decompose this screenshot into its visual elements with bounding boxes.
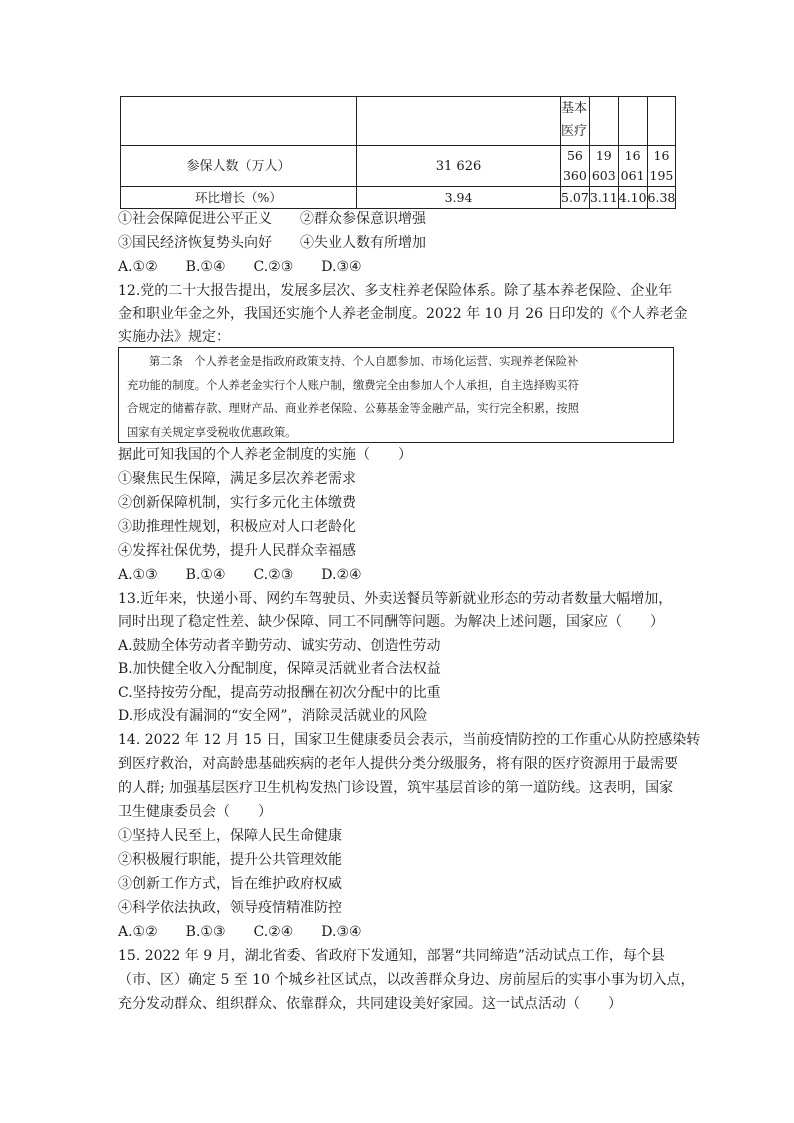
q14-stem: 卫生健康委员会（ ） — [118, 804, 272, 820]
q12-option: ②创新保障机制，实行多元化主体缴费 — [118, 495, 356, 511]
table-cell-sub: 19 603 — [589, 146, 618, 187]
table-row — [121, 187, 676, 209]
q14-stem: 的人群; 加强基层医疗卫生机构发热门诊设置，筑牢基层首诊的第一道防线。这表明，国家 — [118, 780, 674, 796]
table-cell-sub: 3.11 — [589, 187, 618, 209]
table-cell-sub: 16 061 — [618, 146, 647, 187]
q12-option: ①聚焦民生保障，满足多层次养老需求 — [118, 471, 356, 487]
table-cell-total: 3.94 — [357, 187, 561, 209]
table-cell-total: 31 626 — [357, 146, 561, 187]
table-header-row — [121, 97, 676, 146]
q14-stem: 14. 2022 年 12 月 15 日，国家卫生健康委员会表示，当前疫情防控的工作重心从防控感染转 — [118, 732, 701, 748]
q13-stem: 13.近年来，快递小哥、网约车驾驶员、外卖送餐员等新就业形态的劳动者数量大幅增加， — [118, 591, 673, 607]
table-header-cell — [647, 97, 676, 146]
q13-option: A.鼓励全体劳动者辛勤劳动、诚实劳动、创造性劳动 — [118, 638, 441, 654]
table-header-cell — [589, 97, 618, 146]
q14-option: ①坚持人民至上，保障人民生命健康 — [118, 828, 342, 844]
q13-option: C.坚持按劳分配，提高劳动报酬在初次分配中的比重 — [118, 685, 441, 701]
q12-stem: 12.党的二十大报告提出，发展多层次、多支柱养老保险体系。除了基本养老保险、企业年 — [118, 283, 673, 299]
q12-after: 据此可知我国的个人养老金制度的实施（ ） — [118, 447, 412, 463]
q15-stem: （市、区）确定 5 至 10 个城乡社区试点，以改善群众身边、房前屋后的实事小事为切入点， — [118, 972, 695, 988]
table-row — [121, 146, 676, 187]
table-header-cell — [618, 97, 647, 146]
q14-option: ③创新工作方式，旨在维护政府权威 — [118, 876, 342, 892]
table-cell-sub: 56 360 — [561, 146, 590, 187]
table-header-cell — [357, 97, 561, 146]
table-cell-sub: 5.07 — [561, 187, 590, 209]
q11-choices: A.①② B.①④ C.②③ D.③④ — [118, 259, 362, 275]
q14-choices: A.①② B.①③ C.②④ D.③④ — [118, 924, 362, 940]
q12-quote-box — [118, 347, 674, 443]
table-cell-label: 环比增长（%） — [121, 187, 357, 209]
q11-options-line: ①社会保障促进公平正义 ②群众参保意识增强 — [118, 211, 426, 227]
q12-stem: 金和职业年金之外，我国还实施个人养老金制度。2022 年 10 月 26 日印发的《个人养老金 — [118, 306, 688, 322]
quote-line: 充功能的制度。个人养老金实行个人账户制，缴费完全由参加人个人承担，自主选择购买符 — [127, 378, 579, 392]
q11-options-line: ③国民经济恢复势头向好 ④失业人数有所增加 — [118, 235, 426, 251]
table-header-label: 基本医疗 — [561, 101, 588, 139]
q12-choices: A.①③ B.①④ C.②③ D.②④ — [118, 567, 362, 583]
q14-option: ④科学依法执政，领导疫情精准防控 — [118, 900, 342, 916]
table-cell-label: 参保人数（万人） — [121, 146, 357, 187]
table-cell-sub: 4.10 — [618, 187, 647, 209]
quote-line: 合规定的储蓄存款、理财产品、商业养老保险、公募基金等金融产品，实行完全积累，按照 — [127, 402, 579, 415]
table-cell-sub: 16 195 — [647, 146, 676, 187]
insurance-table — [120, 96, 676, 209]
q12-option: ③助推理性规划，积极应对人口老龄化 — [118, 519, 356, 535]
table-cell-sub: 6.38 — [647, 187, 676, 209]
q13-stem: 同时出现了稳定性差、缺少保障、同工不同酬等问题。为解决上述问题，国家应（ ） — [118, 614, 664, 630]
table-header-cell — [121, 97, 357, 146]
q15-stem: 充分发动群众、组织群众、依靠群众，共同建设美好家园。这一试点活动（ ） — [118, 996, 622, 1012]
quote-line: 第二条 个人养老金是指政府政策支持、个人自愿参加、市场化运营、实现养老保险补 — [149, 355, 579, 368]
q12-option: ④发挥社保优势，提升人民群众幸福感 — [118, 543, 356, 559]
q12-stem: 实施办法》规定： — [118, 329, 230, 345]
q15-stem: 15. 2022 年 9 月，湖北省委、省政府下发通知，部署“共同缔造”活动试点工作，每个县 — [118, 948, 665, 964]
table-header-basic-medical — [561, 97, 590, 146]
q13-option: D.形成没有漏洞的“安全网”，消除灵活就业的风险 — [118, 708, 428, 724]
q14-stem: 到医疗救治，对高龄患基础疾病的老年人提供分类分级服务，将有限的医疗资源用于最需要 — [118, 756, 678, 772]
q13-option: B.加快健全收入分配制度，保障灵活就业者合法权益 — [118, 661, 441, 677]
quote-line: 国家有关规定享受税收优惠政策。 — [127, 425, 297, 439]
q14-option: ②积极履行职能，提升公共管理效能 — [118, 852, 342, 868]
